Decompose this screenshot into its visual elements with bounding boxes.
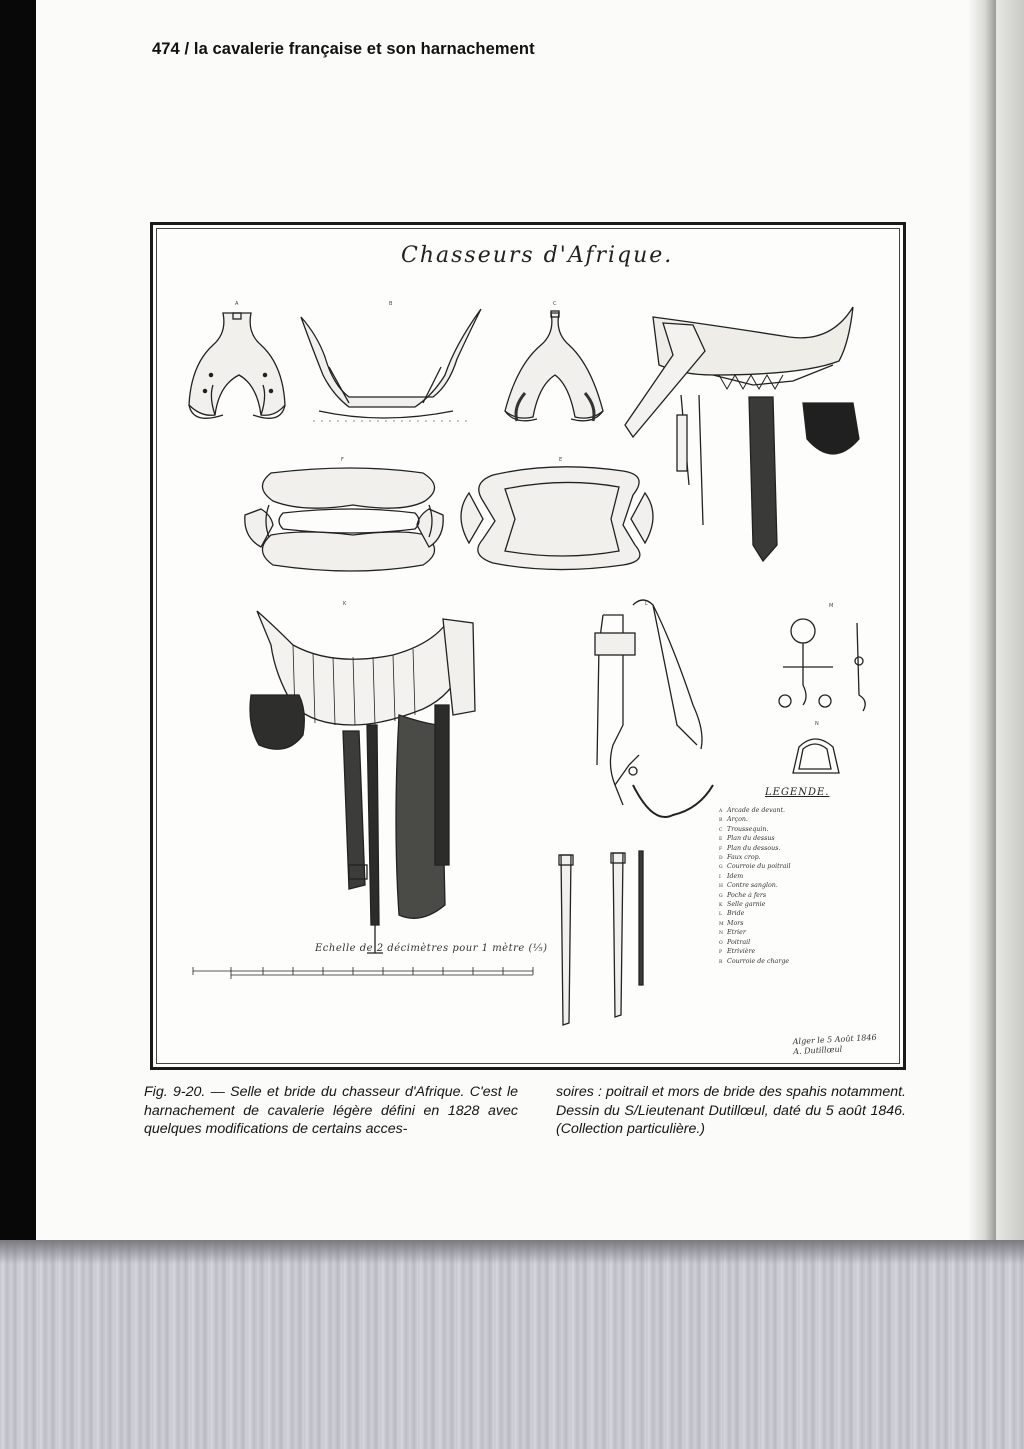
part-label-n: N xyxy=(815,721,819,727)
legend-item: N Etrier xyxy=(719,929,746,937)
part-label-f: F xyxy=(341,457,344,463)
legend-item: L Bride xyxy=(719,910,745,918)
top-plan-drawing xyxy=(461,467,653,570)
legend-item: A Arcade de devant. xyxy=(719,807,786,814)
full-saddle-drawing xyxy=(250,611,475,953)
saddle-side-view-drawing xyxy=(625,307,859,561)
signature-name: A. Dutillœul xyxy=(793,1044,843,1057)
legend-item: B Arçon. xyxy=(719,816,748,824)
page-gutter-shadow xyxy=(968,0,996,1245)
part-label-m: M xyxy=(829,603,834,609)
scan-border-right xyxy=(996,0,1024,1250)
legend-item: E Plan du dessus xyxy=(719,835,775,843)
scan-border-left xyxy=(0,0,36,1250)
saddle-tree-side-drawing xyxy=(301,309,481,421)
part-label-e: E xyxy=(559,457,563,463)
scale-label: Echelle de 2 décimètres pour 1 mètre (⅕) xyxy=(315,943,548,954)
legend-item: R Courroie de charge xyxy=(719,957,790,965)
bridle-drawing xyxy=(595,600,713,817)
rear-arch-drawing xyxy=(505,311,603,421)
front-arch-drawing xyxy=(189,313,285,418)
scanner-bed-area xyxy=(0,1240,1024,1449)
legend-item: F Plan du dessous. xyxy=(719,844,781,852)
part-label-b: B xyxy=(389,301,393,307)
legend-item: I Idem xyxy=(719,872,744,880)
legend-item: K Selle garnie xyxy=(719,901,766,909)
legend-item: P Etrivière xyxy=(719,948,756,956)
part-label-a: A xyxy=(235,301,239,307)
legend-item: M Mors xyxy=(719,919,744,927)
legend-item: O Poitrail xyxy=(719,938,751,946)
legend-item: C Troussequin. xyxy=(719,825,769,833)
legend-item: G Courroie du poitrail xyxy=(719,863,791,871)
part-label-c: C xyxy=(553,301,557,307)
page-bottom-edge xyxy=(0,1240,1024,1264)
figure-caption-right: soires : poitrail et mors de bride des spahis notamment. Dessin du S/Lieutenant Dutillœul, daté du 5 août 1846. (Collection particulière.) xyxy=(556,1084,906,1138)
stirrup-drawing xyxy=(793,739,839,773)
illustration-plate xyxy=(150,222,906,1070)
running-head: 474 / la cavalerie française et son harnachement xyxy=(152,40,535,58)
legend-list xyxy=(719,807,819,967)
underside-plan-drawing xyxy=(245,468,443,571)
bit-drawing xyxy=(779,619,865,711)
straps-drawing xyxy=(559,851,643,1025)
part-label-l: L xyxy=(645,601,648,607)
legend-title: LEGENDE. xyxy=(765,787,830,798)
legend-item: D Faux crop. xyxy=(719,854,761,862)
figure-caption-left: Fig. 9-20. — Selle et bride du chasseur d'Afrique. C'est le harnachement de cavalerie légère défini en 1828 avec quelques modifications de certains acces- xyxy=(144,1084,518,1138)
plate-title: Chasseurs d'Afrique. xyxy=(401,243,674,268)
legend-item: H Contre sanglon. xyxy=(719,882,778,890)
signature-date: Alger le 5 Août 1846 xyxy=(792,1032,877,1047)
scale-bar xyxy=(193,967,533,979)
legend-item: G Poche à fers xyxy=(719,891,767,899)
part-label-k: K xyxy=(343,601,347,607)
